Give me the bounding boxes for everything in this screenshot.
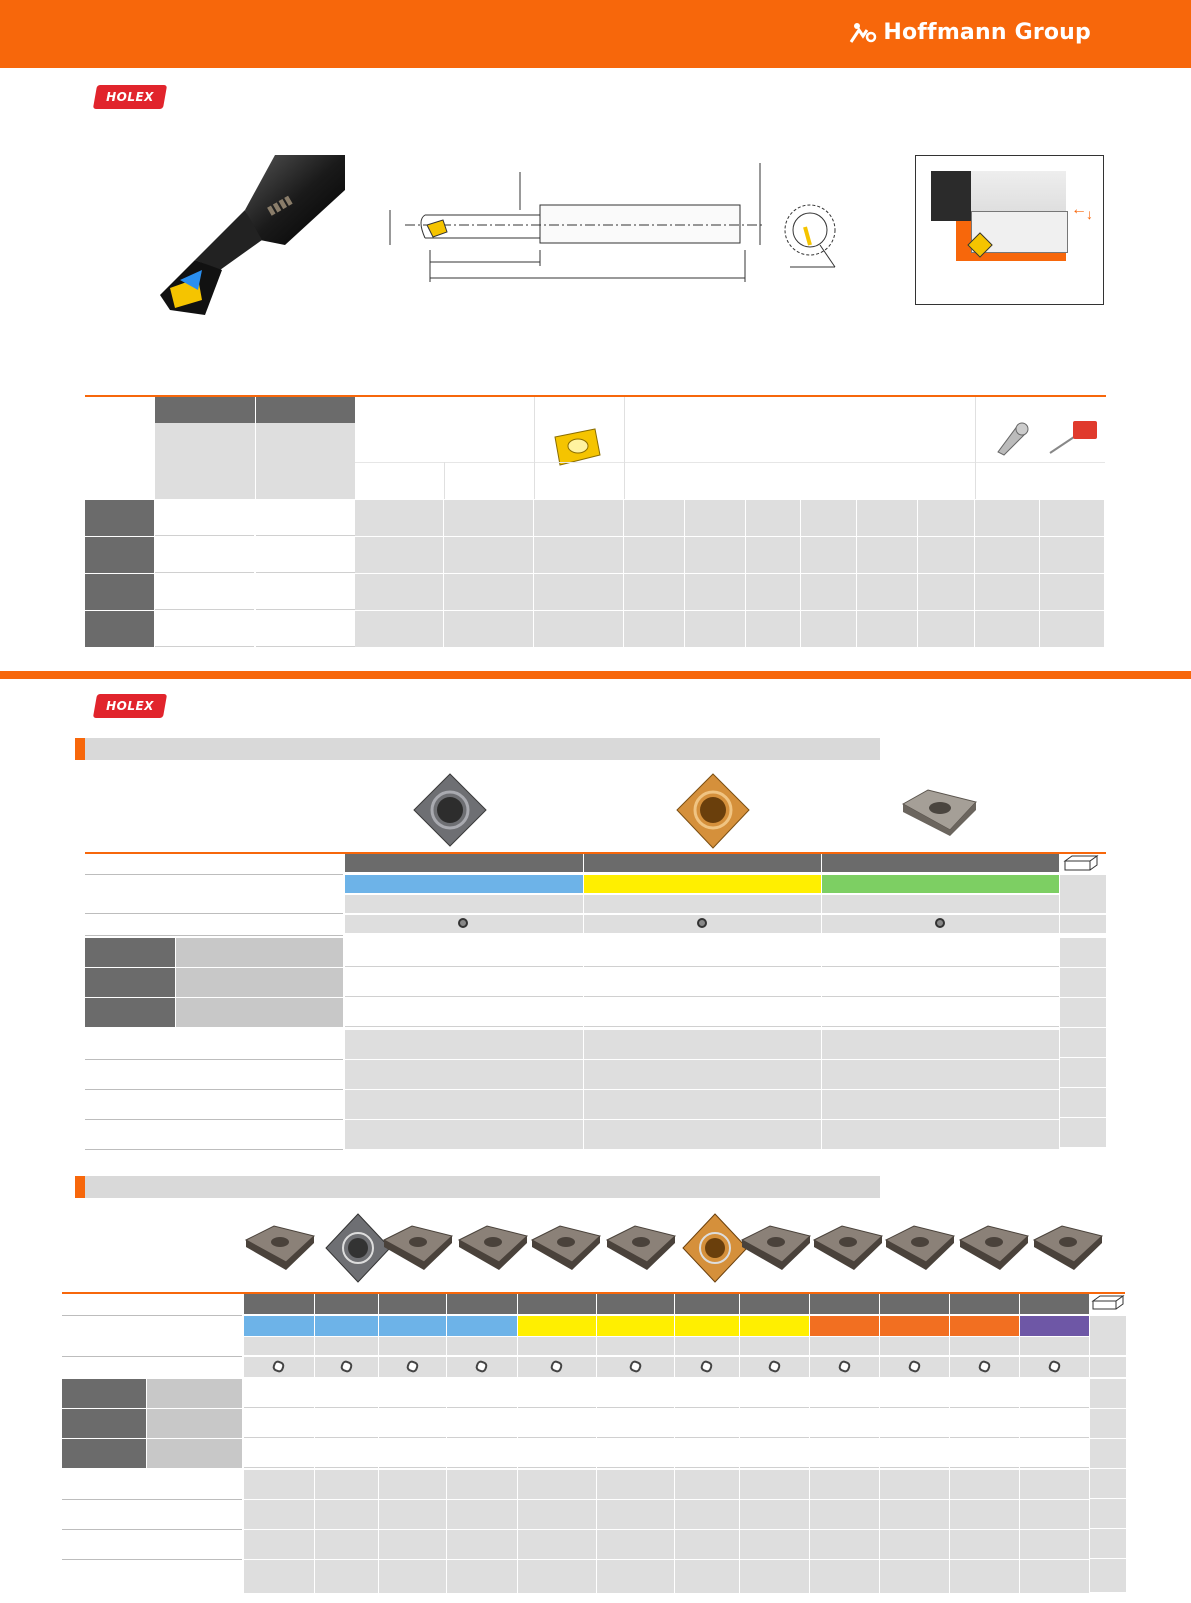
table-cell (822, 895, 1059, 913)
table-cell (880, 1409, 949, 1438)
table-cell (810, 1560, 879, 1593)
table3-rule (62, 1315, 242, 1316)
table-cell (256, 537, 355, 573)
insert-image (528, 1210, 604, 1286)
table-cell (444, 574, 533, 610)
machining-direction-diagram: ← ↓ (915, 155, 1104, 305)
table-cell (1060, 938, 1106, 967)
table-cell (950, 1470, 1019, 1499)
section-bar (75, 738, 880, 760)
table-cell (918, 500, 974, 536)
insert-image (380, 1210, 456, 1286)
table-cell (584, 968, 821, 997)
table-cell (584, 1090, 821, 1119)
holex-logo (93, 85, 167, 109)
table-cell (315, 1560, 378, 1593)
table-cell (256, 611, 355, 647)
table-cell (355, 611, 443, 647)
table-cell (315, 1470, 378, 1499)
table-cell (155, 537, 254, 573)
table-cell (379, 1500, 446, 1529)
table-cell (597, 1409, 674, 1438)
table1-header-cell (355, 397, 535, 499)
table-cell (857, 500, 917, 536)
table-cell (447, 1409, 517, 1438)
table3-grade-header (675, 1294, 739, 1314)
table-cell (355, 537, 443, 573)
table2-row-label (176, 968, 343, 997)
table2-grade-header (584, 854, 821, 872)
table-cell (801, 500, 856, 536)
table2-material-band (345, 875, 583, 893)
table2-grade-header (822, 854, 1059, 872)
table-cell (256, 574, 355, 610)
table-cell (624, 611, 684, 647)
table3-rule (62, 1356, 242, 1357)
table-cell (675, 1500, 739, 1529)
insert-section-drawing (780, 195, 840, 275)
table-cell (918, 611, 974, 647)
table-cell (584, 1030, 821, 1059)
table-cell (444, 500, 533, 536)
table-cell (345, 1120, 583, 1149)
insert-image (898, 786, 980, 836)
table-cell (950, 1530, 1019, 1559)
table-cell (624, 537, 684, 573)
table-cell (379, 1379, 446, 1408)
table-cell (584, 1060, 821, 1089)
table-cell (1020, 1560, 1089, 1593)
table-cell (244, 1560, 314, 1593)
table-cell (534, 500, 623, 536)
table2-rule (85, 1149, 343, 1150)
table-cell (685, 500, 745, 536)
insert-image (882, 1210, 958, 1286)
insert-yellow-icon (550, 425, 605, 470)
table-cell (810, 1470, 879, 1499)
table-cell (675, 1379, 739, 1408)
table-cell (950, 1409, 1019, 1438)
table1-row-label (85, 537, 154, 573)
table-cell (256, 500, 355, 536)
table-cell (810, 1337, 879, 1355)
table-cell (534, 611, 623, 647)
brand-label: Hoffmann Group (883, 20, 1091, 45)
table-cell (675, 1337, 739, 1355)
table-cell (379, 1560, 446, 1593)
table-cell (801, 574, 856, 610)
table3-rule (62, 1499, 242, 1500)
table-cell (740, 1470, 809, 1499)
table-cell (379, 1530, 446, 1559)
table-cell (822, 1090, 1059, 1119)
table2-row-label (85, 968, 175, 997)
table-cell (379, 1439, 446, 1468)
table-cell (950, 1439, 1019, 1468)
table2-row-label (85, 998, 175, 1027)
table2-row-label (85, 938, 175, 967)
table-cell (244, 1500, 314, 1529)
table-cell (810, 1379, 879, 1408)
insert-image (810, 1210, 886, 1286)
table-cell (950, 1560, 1019, 1593)
table-cell (155, 500, 254, 536)
table-cell (345, 968, 583, 997)
holex-label: HOLEX (106, 90, 154, 104)
table2-rule (85, 935, 343, 936)
table-cell (1090, 1529, 1126, 1558)
hoffmann-group-logo (849, 22, 877, 44)
table2-row-label (176, 938, 343, 967)
table3-material-band (518, 1316, 596, 1336)
table-cell (1090, 1439, 1126, 1468)
table-cell (534, 537, 623, 573)
table-cell (379, 1337, 446, 1355)
table-cell (1040, 574, 1104, 610)
table-cell (1020, 1409, 1089, 1438)
table-cell (1020, 1379, 1089, 1408)
table-cell (244, 1409, 314, 1438)
holex-logo (93, 694, 167, 718)
table2-rule (85, 1089, 343, 1090)
table-cell (918, 574, 974, 610)
table-cell (518, 1530, 596, 1559)
table-cell (1020, 1337, 1089, 1355)
table-cell (315, 1439, 378, 1468)
table3-rule (62, 1559, 242, 1560)
table-cell (1060, 875, 1106, 913)
table-cell (880, 1470, 949, 1499)
table3-grade-header (597, 1294, 674, 1314)
table3-material-band (1020, 1316, 1089, 1336)
table-cell (685, 537, 745, 573)
table-cell (740, 1337, 809, 1355)
table-cell (822, 968, 1059, 997)
table3-grade-header (950, 1294, 1019, 1314)
boring-bar-photo (150, 150, 350, 325)
table2-rule (85, 1059, 343, 1060)
table-cell (597, 1337, 674, 1355)
table3-material-band (597, 1316, 674, 1336)
insert-image (412, 772, 488, 848)
table-cell (1090, 1379, 1126, 1408)
table-cell (315, 1379, 378, 1408)
table-cell (1090, 1357, 1126, 1377)
table-cell (857, 537, 917, 573)
table3-grade-header (880, 1294, 949, 1314)
table-cell (822, 1030, 1059, 1059)
table-cell (1020, 1470, 1089, 1499)
table-cell (810, 1530, 879, 1559)
table3-row-label (147, 1379, 242, 1408)
insert-image (242, 1210, 318, 1286)
table-cell (950, 1379, 1019, 1408)
table3-grade-header (447, 1294, 517, 1314)
package-icon (1062, 853, 1100, 873)
table-cell (244, 1470, 314, 1499)
table-cell (822, 998, 1059, 1027)
table-cell (1060, 1088, 1106, 1117)
table-cell (518, 1337, 596, 1355)
table2-material-band (584, 875, 821, 893)
table-cell (379, 1409, 446, 1438)
table-cell (1090, 1559, 1126, 1592)
table3-grade-header (379, 1294, 446, 1314)
table1-row-label (85, 611, 154, 647)
table3-rule (62, 1529, 242, 1530)
table-cell (740, 1409, 809, 1438)
table-cell (597, 1530, 674, 1559)
table3-material-band (880, 1316, 949, 1336)
table-cell (447, 1337, 517, 1355)
table-cell (345, 1030, 583, 1059)
table-cell (315, 1409, 378, 1438)
table-cell (801, 537, 856, 573)
insert-image (603, 1210, 679, 1286)
table-cell (857, 574, 917, 610)
table-cell (379, 1470, 446, 1499)
table-cell (597, 1470, 674, 1499)
table-cell (597, 1379, 674, 1408)
wear-indicator-circle (697, 918, 707, 928)
svg-text:▮▮▮▮: ▮▮▮▮ (264, 192, 295, 218)
table-cell (584, 895, 821, 913)
wear-indicator-circle (458, 918, 468, 928)
table-cell (315, 1530, 378, 1559)
brand-name (849, 20, 1091, 45)
table-cell (822, 938, 1059, 967)
table2-rule (85, 913, 343, 914)
table-cell (1020, 1530, 1089, 1559)
table-cell (447, 1530, 517, 1559)
insert-image (675, 772, 751, 850)
table-cell (740, 1379, 809, 1408)
table-cell (975, 574, 1039, 610)
table3-material-band (950, 1316, 1019, 1336)
table-cell (1040, 611, 1104, 647)
table-cell (1060, 968, 1106, 997)
table1-row-label (85, 500, 154, 536)
table-cell (685, 574, 745, 610)
table-cell (315, 1500, 378, 1529)
table-cell (975, 537, 1039, 573)
table-cell (880, 1500, 949, 1529)
table-cell (880, 1439, 949, 1468)
table-cell (518, 1470, 596, 1499)
table-cell (244, 1337, 314, 1355)
insert-image (738, 1210, 814, 1286)
table-cell (1090, 1409, 1126, 1438)
boring-bar-drawing (385, 160, 780, 300)
table-cell (534, 574, 623, 610)
table-cell (880, 1379, 949, 1408)
table-cell (822, 1060, 1059, 1089)
table-cell (518, 1439, 596, 1468)
table-cell (444, 537, 533, 573)
table-cell (1060, 998, 1106, 1027)
wear-indicator-circle (935, 918, 945, 928)
table-cell (518, 1409, 596, 1438)
table2-rule (85, 1119, 343, 1120)
table3-grade-header (1020, 1294, 1089, 1314)
table-cell (740, 1530, 809, 1559)
table3-grade-header (244, 1294, 314, 1314)
table-cell (810, 1439, 879, 1468)
table-cell (624, 500, 684, 536)
table-cell (315, 1337, 378, 1355)
table3-material-band (675, 1316, 739, 1336)
table-cell (746, 500, 800, 536)
table-cell (155, 574, 254, 610)
table-cell (597, 1439, 674, 1468)
table-cell (1040, 500, 1104, 536)
table-cell (740, 1439, 809, 1468)
table-cell (584, 938, 821, 967)
table-cell (1060, 1118, 1106, 1147)
table-cell (746, 574, 800, 610)
table2-material-band (822, 875, 1059, 893)
table-cell (857, 611, 917, 647)
table-cell (810, 1500, 879, 1529)
table-cell (746, 611, 800, 647)
table-cell (447, 1470, 517, 1499)
table3-row-label (62, 1379, 146, 1408)
insert-image (1030, 1210, 1106, 1286)
table-cell (1090, 1316, 1126, 1355)
table-cell (810, 1409, 879, 1438)
table-cell (675, 1470, 739, 1499)
table-cell (675, 1439, 739, 1468)
table-cell (675, 1530, 739, 1559)
insert-image (455, 1210, 531, 1286)
table-cell (345, 895, 583, 913)
table-cell (518, 1500, 596, 1529)
holex-label: HOLEX (106, 699, 154, 713)
table-cell (1060, 915, 1106, 933)
table-cell (1020, 1500, 1089, 1529)
table-cell (355, 500, 443, 536)
table-cell (345, 938, 583, 967)
table3-row-label (147, 1439, 242, 1468)
table-cell (1090, 1469, 1126, 1498)
table-cell (1020, 1439, 1089, 1468)
table-cell (345, 1090, 583, 1119)
table3-material-band (447, 1316, 517, 1336)
table-cell (447, 1439, 517, 1468)
table-cell (1090, 1499, 1126, 1528)
table-cell (675, 1560, 739, 1593)
table3-material-band (315, 1316, 378, 1336)
table-cell (746, 537, 800, 573)
table-cell (447, 1500, 517, 1529)
table-cell (918, 537, 974, 573)
table-cell (345, 998, 583, 1027)
section-bar (75, 1176, 880, 1198)
section-divider (0, 671, 1191, 679)
table3-grade-header (315, 1294, 378, 1314)
table-cell (597, 1560, 674, 1593)
table-cell (950, 1500, 1019, 1529)
screw-icon (990, 420, 1030, 460)
table3-grade-header (518, 1294, 596, 1314)
table-cell (740, 1560, 809, 1593)
table3-material-band (740, 1316, 809, 1336)
table3-material-band (244, 1316, 314, 1336)
table3-material-band (379, 1316, 446, 1336)
table-cell (244, 1379, 314, 1408)
table-cell (518, 1560, 596, 1593)
table-cell (801, 611, 856, 647)
table-cell (584, 998, 821, 1027)
table-cell (597, 1500, 674, 1529)
table-cell (624, 574, 684, 610)
table3-material-band (810, 1316, 879, 1336)
table-cell (447, 1560, 517, 1593)
table3-row-label (62, 1439, 146, 1468)
table3-row-label (147, 1409, 242, 1438)
table1-row-label (85, 574, 154, 610)
table-cell (1040, 537, 1104, 573)
table-cell (975, 611, 1039, 647)
table-cell (975, 500, 1039, 536)
table2-rule (85, 874, 343, 875)
table-cell (244, 1439, 314, 1468)
table-cell (880, 1530, 949, 1559)
table-cell (355, 574, 443, 610)
table-cell (447, 1379, 517, 1408)
table-cell (880, 1560, 949, 1593)
table-cell (880, 1337, 949, 1355)
package-icon (1090, 1294, 1126, 1312)
table-cell (584, 1120, 821, 1149)
torx-key-icon (1045, 415, 1100, 460)
table3-grade-header (740, 1294, 809, 1314)
insert-image (956, 1210, 1032, 1286)
table-cell (1060, 1028, 1106, 1057)
table-cell (675, 1409, 739, 1438)
table-cell (1060, 1058, 1106, 1087)
table-cell (444, 611, 533, 647)
table-cell (155, 611, 254, 647)
table-cell (244, 1530, 314, 1559)
table-cell (822, 1120, 1059, 1149)
table-cell (950, 1337, 1019, 1355)
table3-grade-header (810, 1294, 879, 1314)
table2-row-label (176, 998, 343, 1027)
table-cell (740, 1500, 809, 1529)
table-cell (685, 611, 745, 647)
table-cell (345, 1060, 583, 1089)
table3-row-label (62, 1409, 146, 1438)
table2-grade-header (345, 854, 583, 872)
table-cell (518, 1379, 596, 1408)
